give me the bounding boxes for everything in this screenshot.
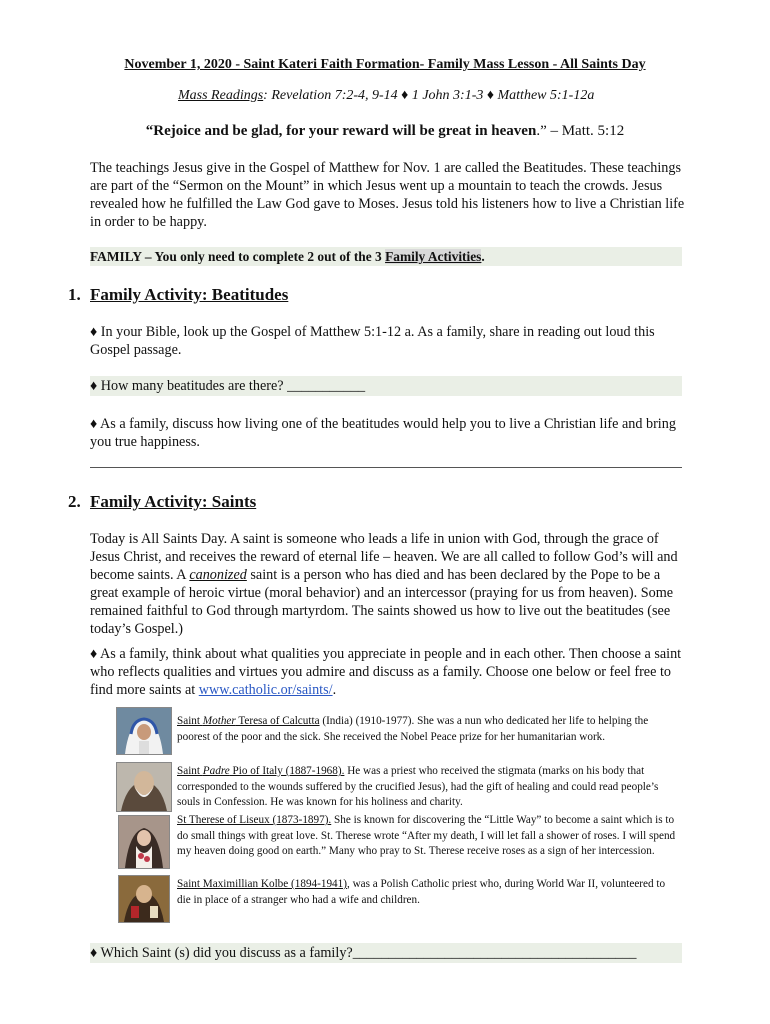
catholic-saints-link[interactable]: www.catholic.or/saints/	[198, 682, 333, 698]
saint-therese-desc: She is known for discovering the “Little Way” to become a saint which is to do small things with great love. St. Therese wrote “After my death, I will let fall a shower of roses. I will spend my heaven doing good on earth.” Many who pray to St. Therese receive roses as a sign of her intercession.	[177, 814, 676, 857]
saint-pio-name: Saint Padre Pio of Italy (1887-1968).	[177, 765, 345, 777]
quote-citation: .” – Matt. 5:12	[536, 123, 625, 139]
canonized-term: canonized	[189, 567, 247, 583]
activity1-item1: ♦ In your Bible, look up the Gospel of Matthew 5:1-12 a. As a family, share in reading out loud this Gospel passage.	[90, 324, 655, 358]
saint-kolbe-desc: , was a Polish Catholic priest who, during World War II, volunteered to die in place of a stranger who had a wife and children.	[177, 878, 666, 906]
activity2-heading	[68, 492, 568, 514]
activity1-item3: ♦ As a family, discuss how living one of the beatitudes would help you to live a Christian life and bring you true happiness.	[90, 416, 676, 450]
activity1-heading	[68, 285, 568, 307]
saint-kolbe-name: Saint Maximillian Kolbe (1894-1941)	[177, 878, 347, 890]
quote-text: “Rejoice and be glad, for your reward will be great in heaven	[145, 123, 537, 139]
saint-teresa-name: Saint Mother Teresa of Calcutta	[177, 715, 320, 727]
saint-kolbe-text	[177, 877, 677, 908]
saints-instructions-text: ♦ As a family, think about what qualities you appreciate in people and in each other. Then choose a saint who reflects qualities and virtues you admire and discuss as a family. Choose one below or feel free to find more saints at	[90, 646, 682, 698]
activity1-item2: ♦ How many beatitudes are there? ___________	[90, 376, 682, 396]
saint-therese-photo	[118, 815, 170, 869]
saints-instructions	[90, 645, 685, 699]
family-note-text: FAMILY – You only need to complete 2 out of the 3	[90, 249, 386, 264]
readings-text: : Revelation 7:2-4, 9-14 ♦ 1 John 3:1-3 ♦ Matthew 5:1-12a	[263, 88, 595, 103]
activity1-number: 1.	[68, 285, 81, 304]
saint-discussion-question: ♦ Which Saint (s) did you discuss as a family?________________________________________	[90, 943, 682, 963]
readings-label: Mass Readings	[178, 88, 264, 103]
saint-pio-photo	[116, 762, 172, 812]
mass-readings	[178, 88, 594, 104]
saints-paragraph-a: Today is All Saints Day. A saint is someone who leads a life in union with God, through the grace of Jesus Christ, and receives the reward of eternal life – heaven. We are all called to follow God’s will and become saints. A	[90, 531, 678, 583]
saint-therese-name: St Therese of Liseux (1873-1897).	[177, 814, 332, 826]
intro-paragraph: The teachings Jesus give in the Gospel of Matthew for Nov. 1 are called the Beatitudes. These teachings are part of the “Sermon on the Mount” in which Jesus went up a mountain to teach the crowds. Jesus revealed how he fulfilled the Law God gave to Moses. Jesus told his listeners how to live a Christian life in order to be happy.	[90, 160, 685, 230]
saint-kolbe-photo	[118, 875, 170, 923]
saint-pio-text	[177, 764, 677, 811]
activity2-number: 2.	[68, 492, 81, 511]
saints-instructions-end: .	[332, 682, 337, 698]
document-title: November 1, 2020 - Saint Kateri Faith Formation- Family Mass Lesson - All Saints Day	[124, 57, 646, 72]
section-divider	[90, 467, 682, 468]
family-note-end: .	[481, 249, 485, 264]
saint-teresa-photo	[116, 707, 172, 755]
activity1-title: Family Activity: Beatitudes	[90, 285, 289, 304]
saint-teresa-desc: (India) (1910-1977). She was a nun who dedicated her life to helping the poorest of the poor and the sick. She received the Nobel Peace prize for her humanitarian work.	[177, 715, 649, 743]
scripture-quote	[0, 123, 770, 140]
activity2-title: Family Activity: Saints	[90, 492, 257, 511]
saint-pio-desc: He was a priest who received the stigmata (marks on his body that corresponded to the wounds suffered by the crucified Jesus), had the gift of healing and could read people’s souls in Confession. He was known for his holiness and charity.	[177, 765, 659, 808]
family-note	[90, 247, 682, 266]
family-note-highlight: Family Activities	[385, 249, 482, 264]
saints-paragraph-b: saint is a person who has died and has been declared by the Pope to be a great example of heroic virtue (moral behavior) and an intercessor (praying for us from heaven). Some remained faithful to God through martyrdom. The saints showed us how to live out the beatitudes (see today’s Gospel.)	[90, 567, 674, 637]
saint-therese-text	[177, 813, 677, 860]
saint-teresa-text	[177, 714, 677, 745]
saints-paragraph	[90, 530, 685, 638]
